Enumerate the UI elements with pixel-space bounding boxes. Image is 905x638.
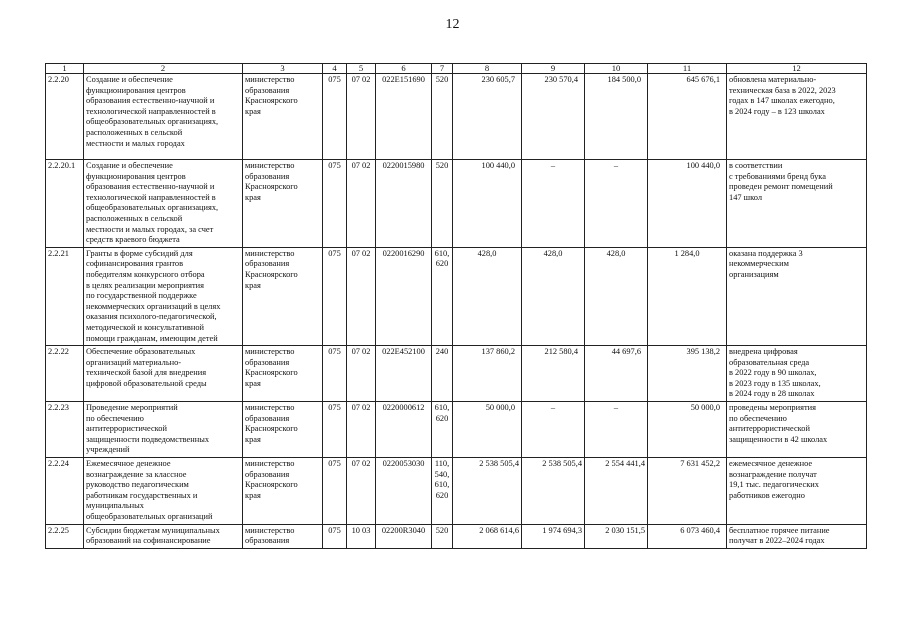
table-row — [46, 458, 867, 525]
row-c5: 07 02 — [347, 160, 376, 248]
row-c6: 0220016290 — [376, 247, 432, 345]
row-c5: 07 02 — [347, 247, 376, 345]
row-c7: 240 — [432, 346, 453, 402]
row-name: Обеспечение образовательных организаций материально- технической базой для внедрения цифровой образовательной среды — [84, 346, 243, 402]
column-header: 12 — [727, 64, 867, 74]
row-c12: оказана поддержка 3 некоммерческим организациям — [727, 247, 867, 345]
row-c11: 395 138,2 — [648, 346, 727, 402]
row-c11: 100 440,0 — [648, 160, 727, 248]
table-row — [46, 160, 867, 248]
row-name: Гранты в форме субсидий для софинансирования грантов победителям конкурсного отбора в целях реализации мероприятия по государственной поддержке некоммерческих организаций в целях оказания психолого-педагогической, методической и консультативной помощи гражданам, имеющим детей — [84, 247, 243, 345]
row-ministry: министерство образования Красноярского края — [243, 402, 323, 458]
row-c8: 50 000,0 — [453, 402, 522, 458]
row-id: 2.2.22 — [46, 346, 84, 402]
row-c7: 110, 540, 610, 620 — [432, 458, 453, 525]
column-header: 1 — [46, 64, 84, 74]
row-c9: 212 580,4 — [522, 346, 585, 402]
row-id: 2.2.20 — [46, 74, 84, 160]
row-c8: 137 860,2 — [453, 346, 522, 402]
row-c9: – — [522, 160, 585, 248]
row-c5: 10 03 — [347, 524, 376, 548]
row-c5: 07 02 — [347, 402, 376, 458]
row-c9: 1 974 694,3 — [522, 524, 585, 548]
row-c7: 520 — [432, 74, 453, 160]
row-c4: 075 — [323, 458, 347, 525]
row-c6: 0220000612 — [376, 402, 432, 458]
column-header: 5 — [347, 64, 376, 74]
row-c6: 022E151690 — [376, 74, 432, 160]
row-c4: 075 — [323, 524, 347, 548]
row-c9: 428,0 — [522, 247, 585, 345]
row-name: Ежемесячное денежное вознаграждение за классное руководство педагогическим работникам государственных и муниципальных общеобразовательных организаций — [84, 458, 243, 525]
column-header: 10 — [585, 64, 648, 74]
row-ministry: министерство образования Красноярского края — [243, 458, 323, 525]
row-c10: – — [585, 402, 648, 458]
row-c5: 07 02 — [347, 346, 376, 402]
row-c11: 7 631 452,2 — [648, 458, 727, 525]
row-c10: 44 697,6 — [585, 346, 648, 402]
row-id: 2.2.20.1 — [46, 160, 84, 248]
table-row — [46, 346, 867, 402]
column-header: 7 — [432, 64, 453, 74]
row-c6: 02200R3040 — [376, 524, 432, 548]
table-row — [46, 524, 867, 548]
row-name: Проведение мероприятий по обеспечению антитеррористической защищенности подведомственных учреждений — [84, 402, 243, 458]
row-c7: 610, 620 — [432, 247, 453, 345]
row-c11: 1 284,0 — [648, 247, 727, 345]
table-row — [46, 247, 867, 345]
row-c6: 0220015980 — [376, 160, 432, 248]
column-header: 2 — [84, 64, 243, 74]
row-c12: проведены мероприятия по обеспечению антитеррористической защищенности в 42 школах — [727, 402, 867, 458]
column-header: 6 — [376, 64, 432, 74]
row-c10: 2 030 151,5 — [585, 524, 648, 548]
row-c10: – — [585, 160, 648, 248]
row-ministry: министерство образования — [243, 524, 323, 548]
row-c7: 610, 620 — [432, 402, 453, 458]
row-c12: внедрена цифровая образовательная среда в 2022 году в 90 школах, в 2023 году в 135 школах, в 2024 году в 28 школах — [727, 346, 867, 402]
column-header: 9 — [522, 64, 585, 74]
row-id: 2.2.23 — [46, 402, 84, 458]
column-header: 8 — [453, 64, 522, 74]
row-c10: 184 500,0 — [585, 74, 648, 160]
row-c4: 075 — [323, 247, 347, 345]
row-id: 2.2.25 — [46, 524, 84, 548]
row-c5: 07 02 — [347, 458, 376, 525]
row-ministry: министерство образования Красноярского края — [243, 346, 323, 402]
row-c10: 2 554 441,4 — [585, 458, 648, 525]
row-c8: 100 440,0 — [453, 160, 522, 248]
column-header: 3 — [243, 64, 323, 74]
column-header: 4 — [323, 64, 347, 74]
row-c6: 022E452100 — [376, 346, 432, 402]
column-header: 11 — [648, 64, 727, 74]
row-c7: 520 — [432, 524, 453, 548]
row-name: Субсидии бюджетам муниципальных образований на софинансирование — [84, 524, 243, 548]
row-c9: 230 570,4 — [522, 74, 585, 160]
row-c12: ежемесячное денежное вознаграждение получат 19,1 тыс. педагогических работников ежегодно — [727, 458, 867, 525]
row-c4: 075 — [323, 402, 347, 458]
row-name: Создание и обеспечение функционирования центров образования естественно-научной и технологической направленностей в общеобразовательных организациях, расположенных в сельской местности и малых городах — [84, 74, 243, 160]
page-number: 12 — [445, 17, 460, 32]
row-ministry: министерство образования Красноярского края — [243, 247, 323, 345]
row-c8: 230 605,7 — [453, 74, 522, 160]
row-c12: обновлена материально- техническая база в 2022, 2023 годах в 147 школах ежегодно, в 2024 году – в 123 школах — [727, 74, 867, 160]
row-c5: 07 02 — [347, 74, 376, 160]
row-ministry: министерство образования Красноярского края — [243, 160, 323, 248]
row-id: 2.2.24 — [46, 458, 84, 525]
row-c8: 2 538 505,4 — [453, 458, 522, 525]
row-c8: 2 068 614,6 — [453, 524, 522, 548]
row-ministry: министерство образования Красноярского края — [243, 74, 323, 160]
row-c4: 075 — [323, 346, 347, 402]
row-c7: 520 — [432, 160, 453, 248]
row-c11: 50 000,0 — [648, 402, 727, 458]
row-c11: 6 073 460,4 — [648, 524, 727, 548]
header-row — [46, 64, 867, 74]
row-c8: 428,0 — [453, 247, 522, 345]
row-id: 2.2.21 — [46, 247, 84, 345]
row-c9: – — [522, 402, 585, 458]
row-c10: 428,0 — [585, 247, 648, 345]
table-row — [46, 402, 867, 458]
row-c4: 075 — [323, 160, 347, 248]
row-c9: 2 538 505,4 — [522, 458, 585, 525]
row-c4: 075 — [323, 74, 347, 160]
row-name: Создание и обеспечение функционирования центров образования естественно-научной и технологической направленностей в общеобразовательных организациях, расположенных в сельской местности и малых городах, за счет средств краевого бюджета — [84, 160, 243, 248]
table-row — [46, 74, 867, 160]
row-c12: бесплатное горячее питание получат в 2022–2024 годах — [727, 524, 867, 548]
budget-table — [45, 63, 867, 549]
row-c11: 645 676,1 — [648, 74, 727, 160]
row-c12: в соответствии с требованиями бренд бука проведен ремонт помещений 147 школ — [727, 160, 867, 248]
row-c6: 0220053030 — [376, 458, 432, 525]
